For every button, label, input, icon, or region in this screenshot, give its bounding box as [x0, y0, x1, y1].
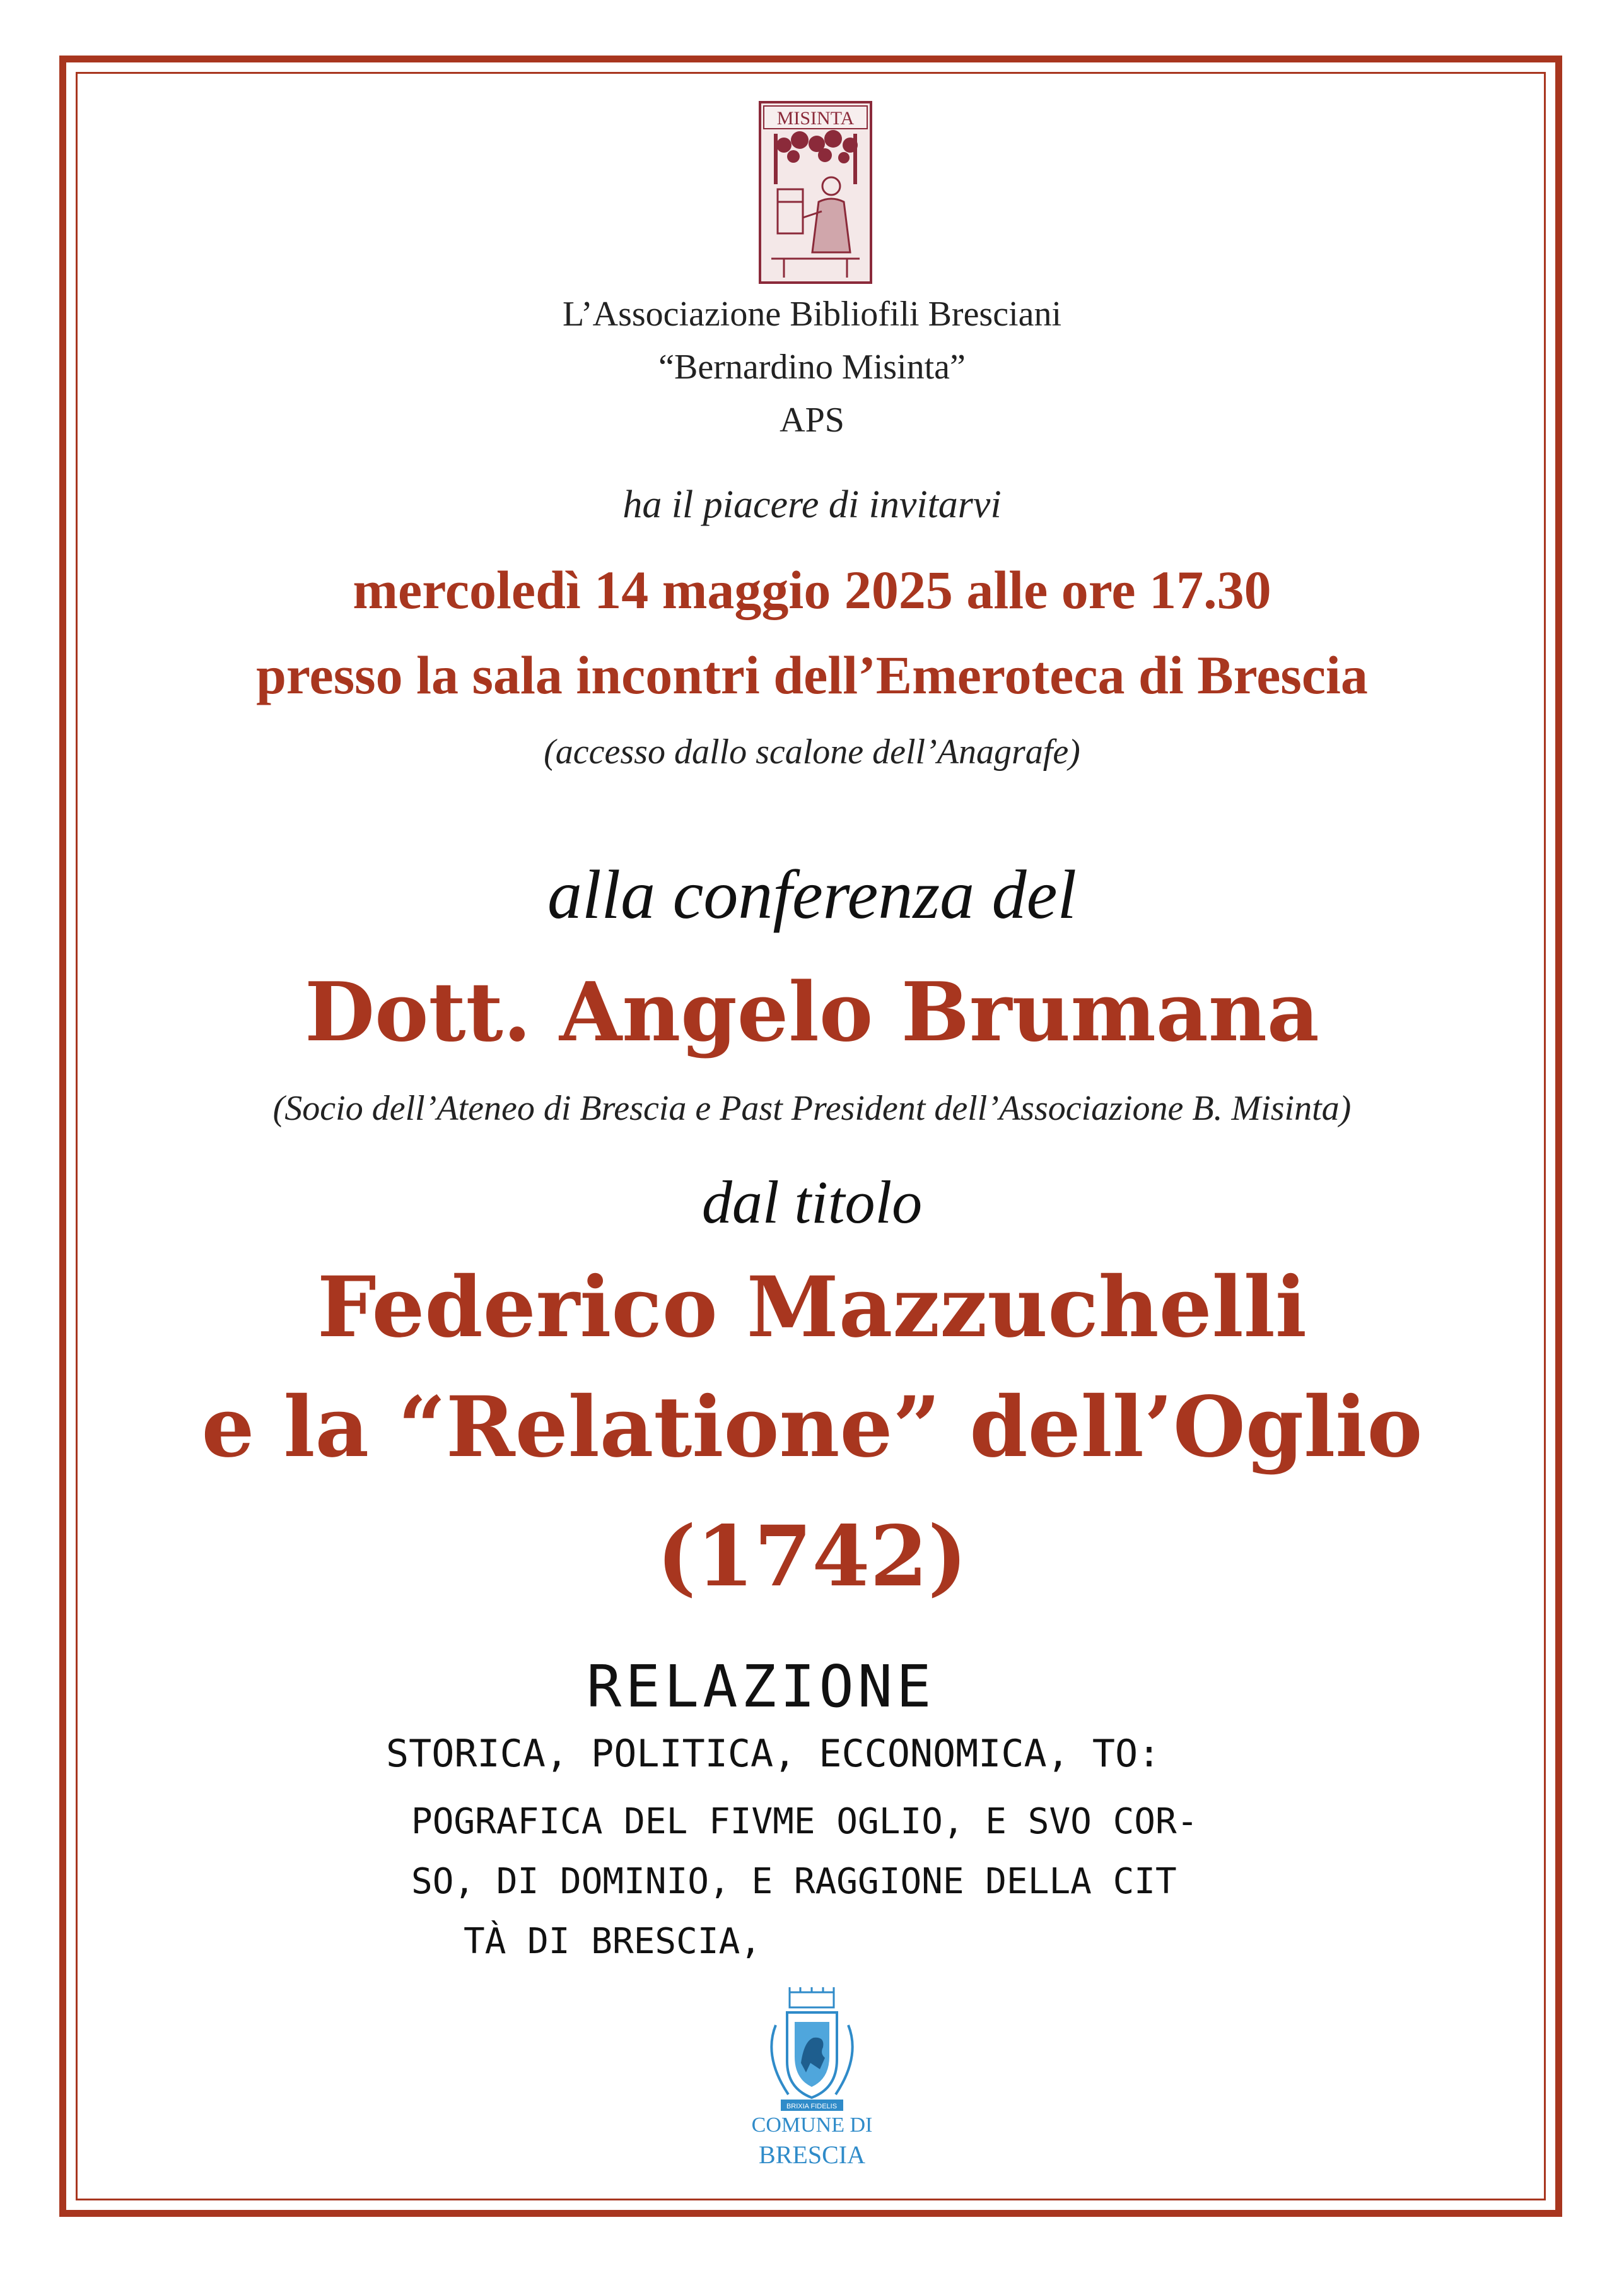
title-lead: dal titolo [701, 1168, 923, 1236]
speaker-note: (Socio dell’Ateneo di Brescia e Past President dell’Associazione B. Misinta) [272, 1089, 1352, 1128]
municipality-line2: BRESCIA [759, 2141, 865, 2169]
logo-word: MISINTA [776, 108, 855, 129]
speaker-name: Dott. Angelo Brumana [305, 965, 1319, 1060]
manuscript-line2: POGRAFICA DEL FIVME OGLIO, E SVO COR- [411, 1801, 1198, 1842]
comune-crest [751, 1987, 873, 2113]
access-note: (accesso dallo scalone dell’Anagrafe) [544, 732, 1080, 772]
talk-title-line1: Federico Mazzuchelli [317, 1259, 1307, 1356]
manuscript-line4: TÀ DI BRESCIA, [464, 1921, 762, 1962]
association-aps: APS [780, 401, 844, 440]
manuscript-heading: RELAZIONE [587, 1653, 935, 1720]
association-subtitle: “Bernardino Misinta” [658, 348, 966, 387]
event-venue: presso la sala incontri dell’Emeroteca di Brescia [256, 645, 1368, 705]
event-date: mercoledì 14 maggio 2025 alle ore 17.30 [353, 560, 1271, 620]
crest-icon [751, 1987, 873, 2113]
talk-title-line2: e la “Relatione” dell’Oglio [201, 1378, 1423, 1476]
invitation-intro: ha il piacere di invitarvi [622, 483, 1002, 526]
manuscript-line3: SO, DI DOMINIO, E RAGGIONE DELLA CIT [411, 1861, 1177, 1902]
municipality-line1: COMUNE DI [751, 2113, 873, 2137]
conference-lead: alla conferenza del [547, 856, 1077, 933]
talk-title-year: (1742) [657, 1508, 967, 1606]
association-name: L’Associazione Bibliofili Bresciani [562, 295, 1062, 334]
crest-banner: BRIXIA FIDELIS [786, 2103, 838, 2110]
misinta-woodcut-icon [759, 101, 872, 284]
misinta-logo [759, 101, 872, 284]
manuscript-line1: STORICA, POLITICA, ECCONOMICA, TO: [386, 1732, 1161, 1776]
